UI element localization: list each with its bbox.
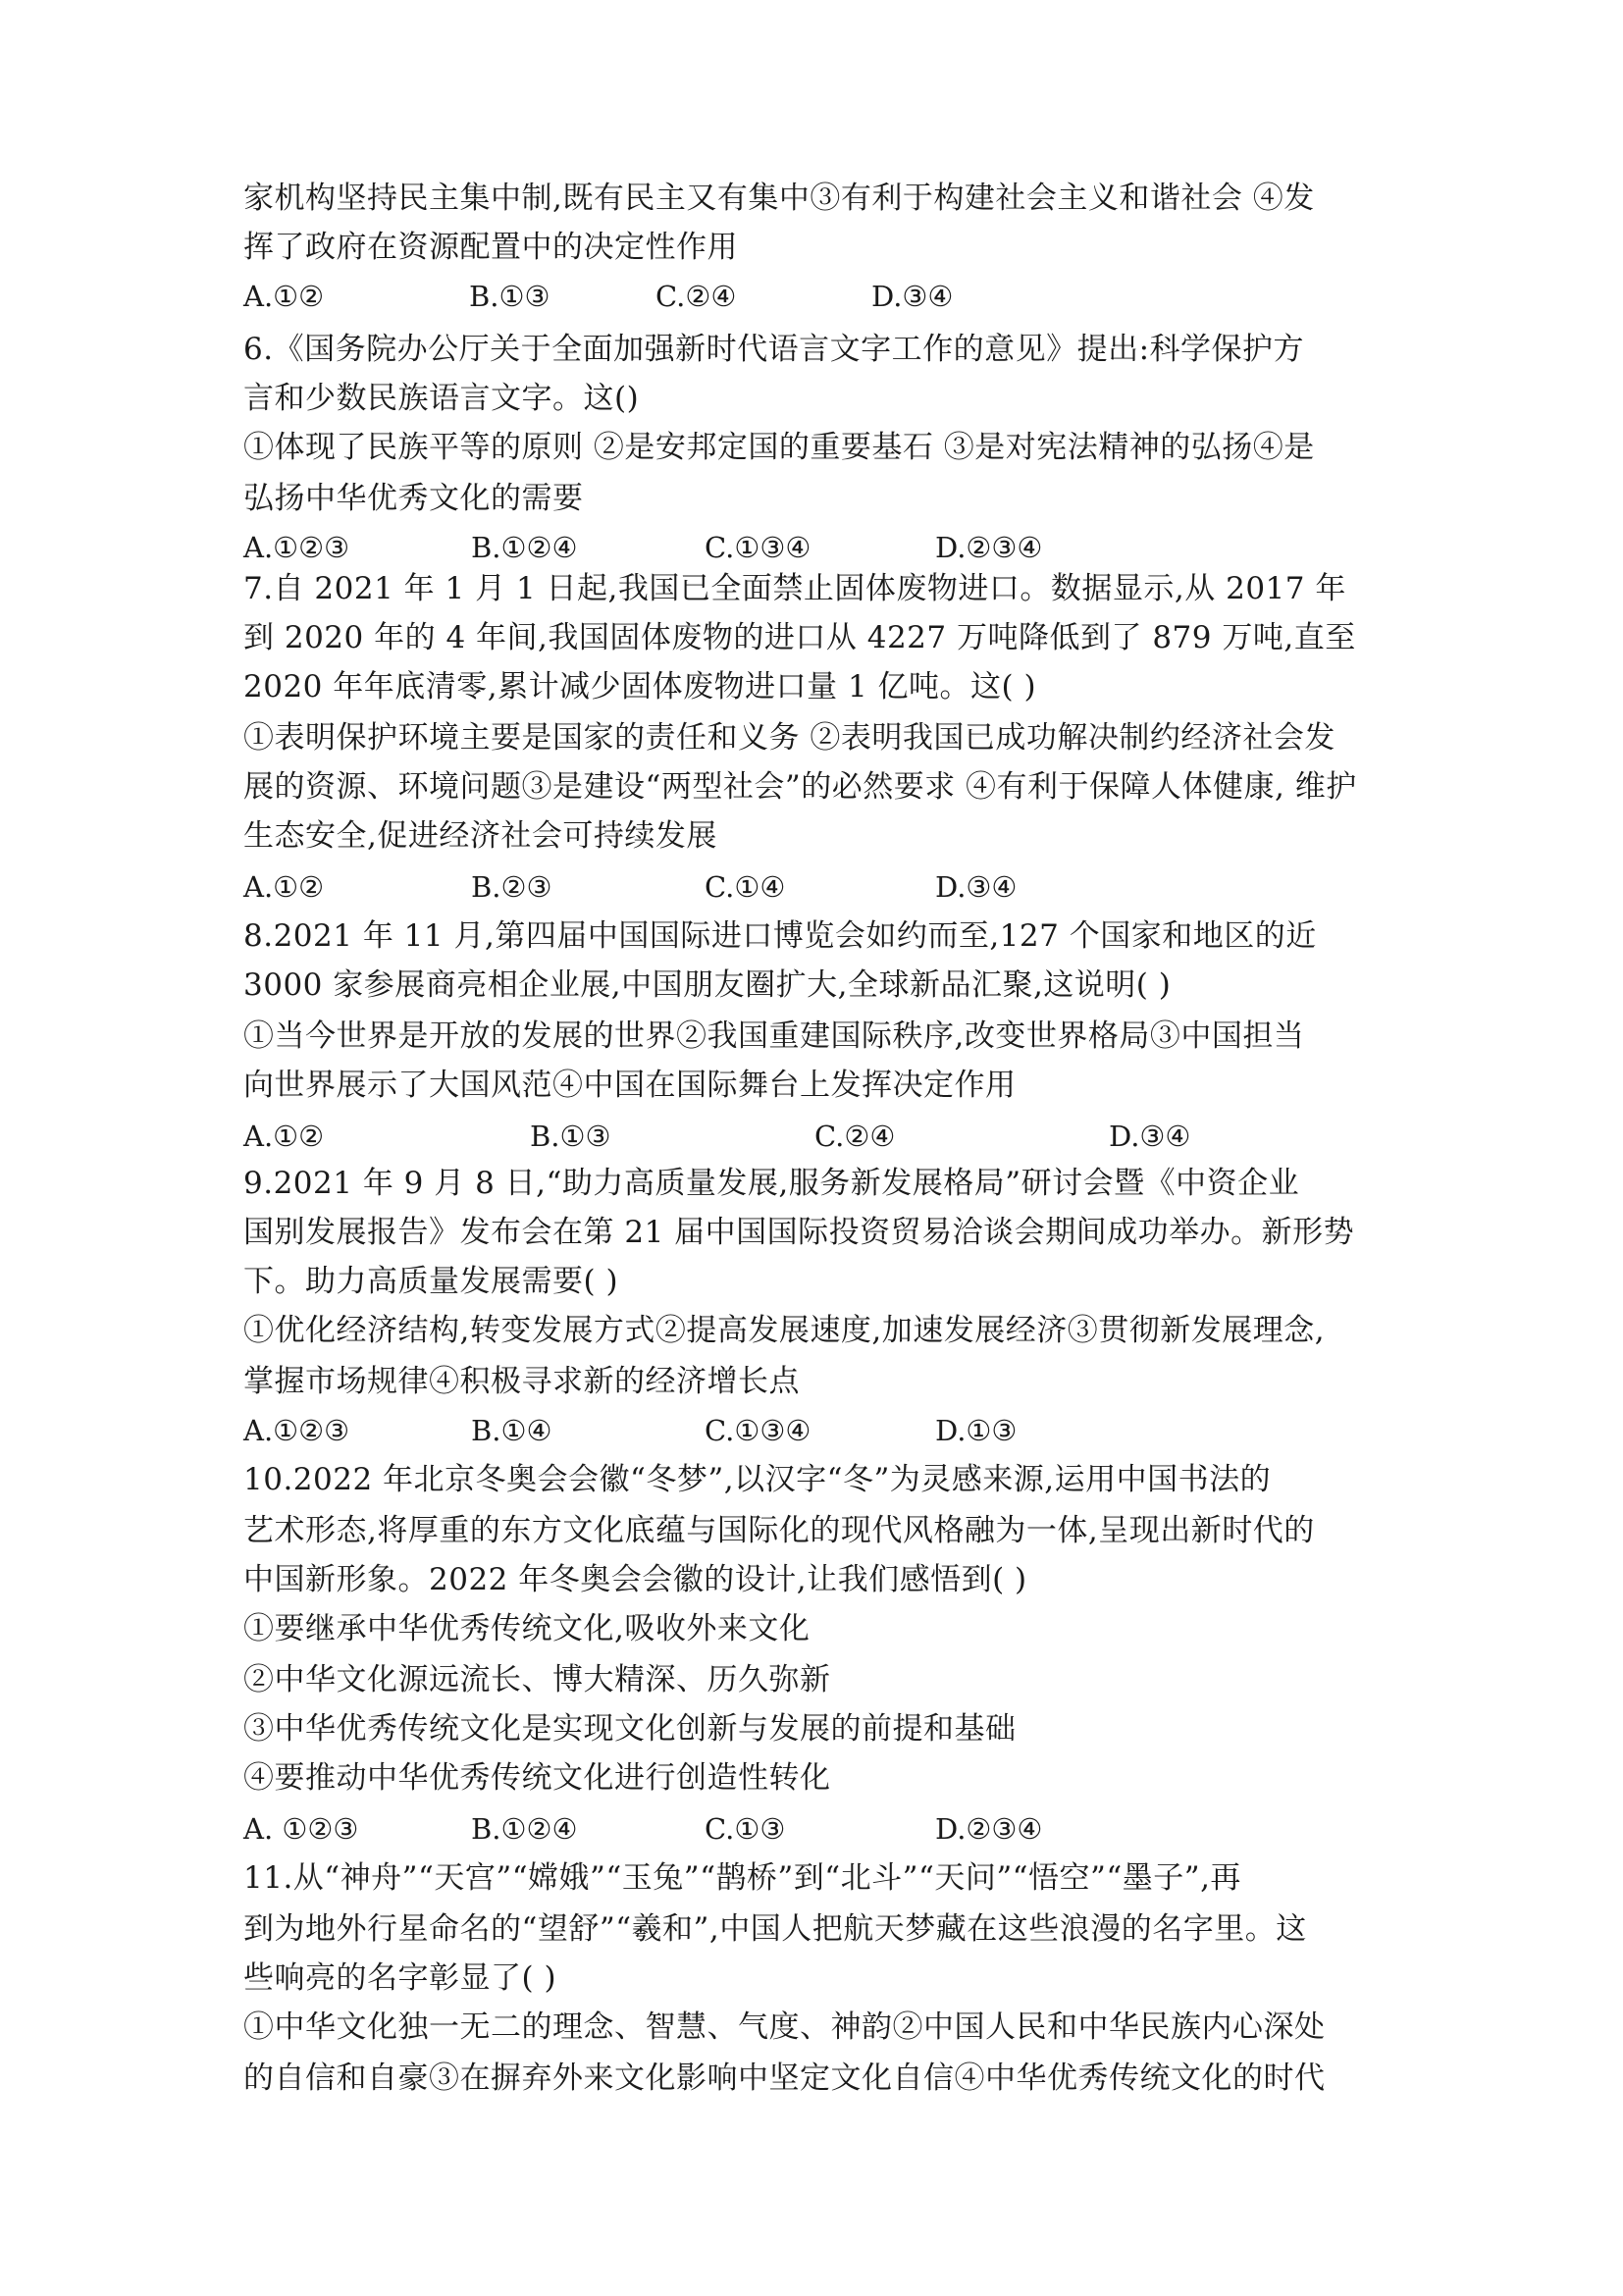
q10-stem-line-2: 艺术形态,将厚重的东方文化底蕴与国际化的现代风格融为一体,呈现出新时代的 (243, 1513, 1315, 1548)
q8-statement-line-2: 向世界展示了大国风范④中国在国际舞台上发挥决定作用 (243, 1068, 1017, 1103)
q8-option-d: D.③④ (1109, 1120, 1191, 1153)
q6-stem-line-2: 言和少数民族语言文字。这() (243, 381, 640, 416)
q6-stem-line-1: 6.《国务院办公厅关于全面加强新时代语言文字工作的意见》提出:科学保护方 (243, 332, 1305, 367)
q8-stem-line-2: 3000 家参展商亮相企业展,中国朋友圈扩大,全球新品汇聚,这说明( ) (243, 967, 1172, 1003)
q5-continuation-line-1: 家机构坚持民主集中制,既有民主又有集中③有利于构建社会主义和谐社会 ④发 (243, 181, 1315, 216)
q10-option-b: B.①②④ (471, 1812, 578, 1846)
q9-stem-line-1: 9.2021 年 9 月 8 日,“助力高质量发展,服务新发展格局”研讨会暨《中资企业 (243, 1166, 1300, 1201)
q6-option-b: B.①②④ (471, 531, 578, 564)
q7-stem-line-3: 2020 年年底清零,累计减少固体废物进口量 1 亿吨。这( ) (243, 669, 1037, 704)
q7-option-c: C.①④ (705, 870, 786, 904)
q7-stem-line-2: 到 2020 年的 4 年间,我国固体废物的进口从 4227 万吨降低到了 879 万吨,直至 (243, 620, 1356, 655)
q11-stem-line-3: 些响亮的名字彰显了( ) (243, 1960, 557, 1996)
q11-statement-line-1: ①中华文化独一无二的理念、智慧、气度、神韵②中国人民和中华民族内心深处 (243, 2009, 1326, 2045)
q11-stem-line-2: 到为地外行星命名的“望舒”“羲和”,中国人把航天梦藏在这些浪漫的名字里。这 (243, 1911, 1307, 1947)
q10-statement-line-4: ④要推动中华优秀传统文化进行创造性转化 (243, 1760, 831, 1796)
q9-option-c: C.①③④ (705, 1414, 812, 1447)
q7-option-a: A.①② (243, 870, 325, 904)
q7-stem-line-1: 7.自 2021 年 1 月 1 日起,我国已全面禁止固体废物进口。数据显示,从 2017 年 (243, 571, 1346, 606)
q9-statement-line-2: 掌握市场规律④积极寻求新的经济增长点 (243, 1364, 800, 1399)
q9-option-b: B.①④ (471, 1414, 552, 1447)
q10-option-a: A. ①②③ (243, 1812, 359, 1846)
q5-option-c: C.②④ (655, 280, 737, 313)
q6-statement-line-1: ①体现了民族平等的原则 ②是安邦定国的重要基石 ③是对宪法精神的弘扬④是 (243, 430, 1315, 465)
q7-statement-line-2: 展的资源、环境问题③是建设“两型社会”的必然要求 ④有利于保障人体健康, 维护 (243, 769, 1357, 805)
q10-statement-line-3: ③中华优秀传统文化是实现文化创新与发展的前提和基础 (243, 1711, 1017, 1747)
q5-continuation-line-2: 挥了政府在资源配置中的决定性作用 (243, 230, 738, 265)
q5-option-d: D.③④ (871, 280, 954, 313)
q10-statement-line-1: ①要继承中华优秀传统文化,吸收外来文化 (243, 1611, 811, 1646)
q10-statement-line-2: ②中华文化源远流长、博大精深、历久弥新 (243, 1662, 831, 1697)
q9-option-a: A.①②③ (243, 1414, 350, 1447)
q7-option-b: B.②③ (471, 870, 552, 904)
q9-stem-line-2: 国别发展报告》发布会在第 21 届中国国际投资贸易洽谈会期间成功举办。新形势 (243, 1215, 1355, 1250)
q8-statement-line-1: ①当今世界是开放的发展的世界②我国重建国际秩序,改变世界格局③中国担当 (243, 1018, 1305, 1054)
q10-option-c: C.①③ (705, 1812, 786, 1846)
q5-option-b: B.①③ (469, 280, 550, 313)
q7-option-d: D.③④ (935, 870, 1018, 904)
q9-stem-line-3: 下。助力高质量发展需要( ) (243, 1264, 619, 1299)
q9-statement-line-1: ①优化经济结构,转变发展方式②提高发展速度,加速发展经济③贯彻新发展理念, (243, 1313, 1326, 1348)
q9-option-d: D.①③ (935, 1414, 1018, 1447)
q7-statement-line-1: ①表明保护环境主要是国家的责任和义务 ②表明我国已成功解决制约经济社会发 (243, 720, 1335, 756)
q6-option-c: C.①③④ (705, 531, 812, 564)
q8-option-b: B.①③ (530, 1120, 611, 1153)
q6-option-d: D.②③④ (935, 531, 1043, 564)
q11-statement-line-2: 的自信和自豪③在摒弃外来文化影响中坚定文化自信④中华优秀传统文化的时代 (243, 2061, 1326, 2096)
q6-option-a: A.①②③ (243, 531, 350, 564)
q6-statement-line-2: 弘扬中华优秀文化的需要 (243, 481, 584, 516)
q7-statement-line-3: 生态安全,促进经济社会可持续发展 (243, 818, 717, 854)
q5-option-a: A.①② (243, 280, 325, 313)
q8-option-c: C.②④ (814, 1120, 896, 1153)
q10-option-d: D.②③④ (935, 1812, 1043, 1846)
q8-stem-line-1: 8.2021 年 11 月,第四届中国国际进口博览会如约而至,127 个国家和地区的近 (243, 918, 1317, 954)
q11-stem-line-1: 11.从“神舟”“天宫”“嫦娥”“玉兔”“鹊桥”到“北斗”“天问”“悟空”“墨子”,再 (243, 1860, 1241, 1896)
q10-stem-line-3: 中国新形象。2022 年冬奥会会徽的设计,让我们感悟到( ) (243, 1562, 1027, 1597)
q8-option-a: A.①② (243, 1120, 325, 1153)
q10-stem-line-1: 10.2022 年北京冬奥会会徽“冬梦”,以汉字“冬”为灵感来源,运用中国书法的 (243, 1462, 1272, 1497)
